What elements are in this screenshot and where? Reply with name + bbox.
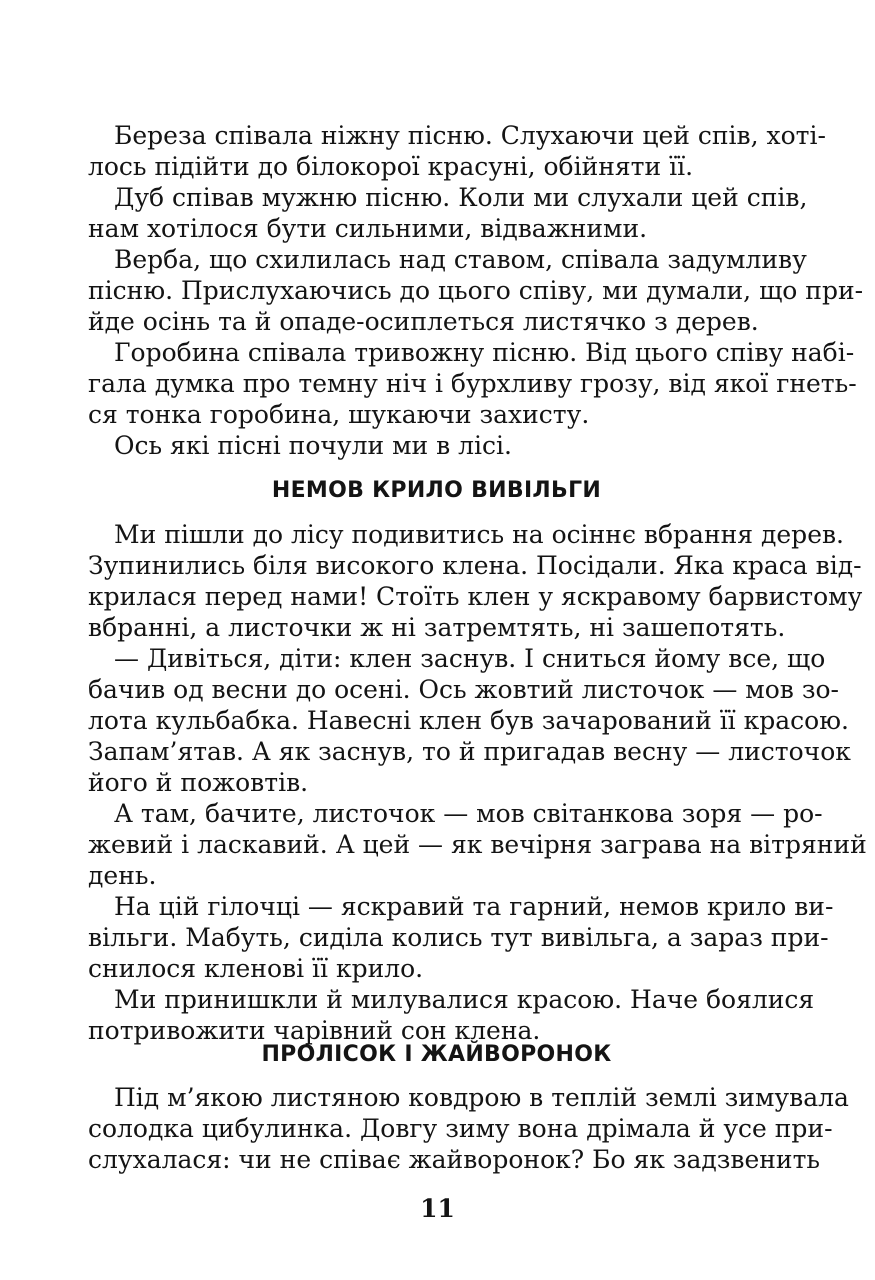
text-line: Зупинились біля високого клена. Посідали. Яка краса від- xyxy=(88,551,862,580)
text-line: бачив од весни до осені. Ось жовтий листочок — мов зо- xyxy=(88,675,839,704)
text-line: солодка цибулинка. Довгу зиму вона дрімала й усе при- xyxy=(88,1114,833,1143)
text-line: крилася перед нами! Стоїть клен у яскравому барвистому xyxy=(88,582,863,611)
text-line: Береза співала ніжну пісню. Слухаючи цей спів, хоті- xyxy=(114,121,826,150)
text-line: — Дивіться, діти: клен заснув. І сниться йому все, що xyxy=(114,644,826,673)
text-line: пісню. Прислухаючись до цього співу, ми думали, що при- xyxy=(88,276,864,305)
text-line: А там, бачите, листочок — мов світанкова зоря — ро- xyxy=(114,799,823,828)
text-line: йде осінь та й опаде-осиплеться листячко з дерев. xyxy=(88,307,759,336)
text-line: На цій гілочці — яскравий та гарний, немов крило ви- xyxy=(114,892,834,921)
page-number: 11 xyxy=(420,1194,455,1223)
story-title: НЕМОВ КРИЛО ВИВІЛЬГИ xyxy=(271,478,602,503)
story-title: ПРОЛІСОК І ЖАЙВОРОНОК xyxy=(261,1042,612,1067)
text-line: гала думка про темну ніч і бурхливу грозу, від якої гнеть- xyxy=(88,369,857,398)
text-line: слухалася: чи не співає жайворонок? Бо як задзвенить xyxy=(88,1145,821,1174)
text-line: Ми пішли до лісу подивитись на осіннє вбрання дерев. xyxy=(114,520,845,549)
text-line: жевий і ласкавий. А цей — як вечірня заграва на вітряний xyxy=(88,830,867,859)
text-line: Верба, що схилилась над ставом, співала задумливу xyxy=(114,245,807,274)
text-line: лось підійти до білокорої красуні, обійняти її. xyxy=(88,152,694,181)
text-line: снилося кленові її крило. xyxy=(88,954,424,983)
text-line: лота кульбабка. Навесні клен був зачарований її красою. xyxy=(88,706,849,735)
text-line: Горобина співала тривожну пісню. Від цього співу набі- xyxy=(114,338,855,367)
text-line: ся тонка горобина, шукаючи захисту. xyxy=(88,400,590,429)
text-line: день. xyxy=(88,861,157,890)
text-line: вбранні, а листочки ж ні затремтять, ні зашепотять. xyxy=(88,613,786,642)
text-line: Дуб співав мужню пісню. Коли ми слухали цей спів, xyxy=(114,183,808,212)
text-line: Ось які пісні почули ми в лісі. xyxy=(114,431,512,460)
text-line: Запам’ятав. А як заснув, то й пригадав весну — листочок xyxy=(88,737,851,766)
text-line: Ми принишкли й милувалися красою. Наче боялися xyxy=(114,985,815,1014)
text-line: Під м’якою листяною ковдрою в теплій землі зимувала xyxy=(114,1083,849,1112)
text-line: його й пожовтів. xyxy=(88,768,309,797)
text-line: нам хотілося бути сильними, відважними. xyxy=(88,214,648,243)
text-line: вільги. Мабуть, сиділа колись тут вивільга, а зараз при- xyxy=(88,923,829,952)
text-line: потривожити чарівний сон клена. xyxy=(88,1016,541,1045)
